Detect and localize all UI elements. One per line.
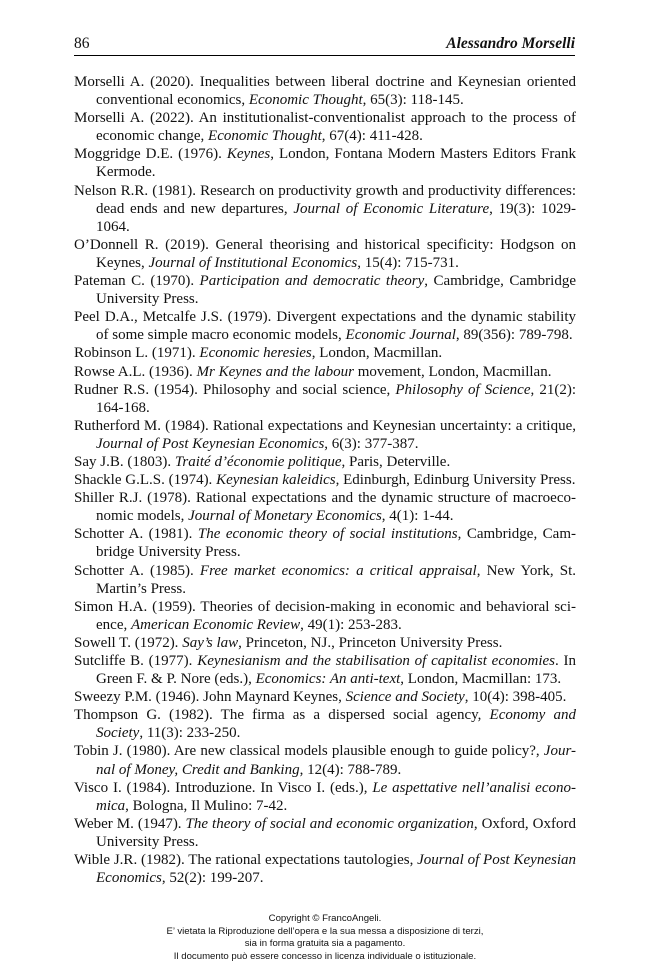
reference-title-italic: Science and Society	[345, 689, 465, 706]
reference-title-italic: Economy and Society	[96, 707, 576, 742]
reference-title-italic: The economic theory of social institutions	[197, 526, 458, 543]
reference-text: Say J.B. (1803).	[74, 453, 175, 470]
reference-title-italic: Journal of Post Keynesian Economics	[96, 852, 576, 887]
reference-text: Shackle G.L.S. (1974).	[74, 472, 217, 489]
reference-text: Visco I. (1984). Introduzione. In Visco I. (eds.),	[74, 779, 373, 796]
reference-title-italic: Jour-nal of Money, Credit and Banking	[96, 743, 576, 778]
reference-text: , 89(356): 789-798.	[455, 327, 573, 344]
reference-text: , New York, St. Martin’s Press.	[96, 562, 576, 597]
reference-text: Tobin J. (1980). Are new classical models plausible enough to guide policy?,	[74, 743, 544, 760]
reference-text: Peel D.A., Metcalfe J.S. (1979). Divergent expectations and the dynamic stability of some simple macro economic models,	[74, 309, 576, 344]
reference-text: , Edinburgh, Edinburg University Press.	[335, 472, 576, 489]
reference-title-italic: Keynesianism and the stabilisation of capitalist economies	[197, 653, 555, 669]
reference-text: Sweezy P.M. (1946). John Maynard Keynes,	[74, 689, 346, 706]
reference-entry	[74, 652, 576, 688]
reference-entry	[74, 109, 576, 145]
reference-entry	[74, 272, 576, 308]
reference-entry	[74, 236, 576, 272]
page-number: 86	[74, 35, 90, 52]
reference-text: Weber M. (1947).	[74, 815, 186, 832]
reference-title-italic: Keynesian kaleidics	[216, 472, 336, 489]
reference-text: , Cambridge, Cambridge University Press.	[96, 273, 576, 308]
reference-text: , 21(2): 164-168.	[96, 381, 576, 416]
footer-line: sia in forma gratuita sia a pagamento.	[244, 938, 406, 950]
reference-title-italic: American Economic Review	[130, 616, 301, 633]
reference-title-italic: Traité d’économie politique	[174, 453, 342, 470]
reference-text: , London, Fontana Modern Masters Editors Frank Kermode.	[96, 146, 576, 181]
reference-entry	[74, 145, 576, 181]
reference-text: , Bologna, Il Mulino: 7-42.	[125, 797, 288, 814]
reference-text: Rowse A.L. (1936).	[74, 363, 197, 380]
reference-entry	[74, 471, 576, 489]
reference-title-italic: Economic Thought	[208, 128, 322, 145]
reference-text: , 67(4): 411-428.	[321, 128, 423, 145]
reference-entry	[74, 182, 576, 236]
reference-entry	[74, 363, 576, 381]
reference-text: Sutcliffe B. (1977).	[74, 653, 198, 669]
footer-line: E’ vietata la Riproduzione dell’opera e la sua messa a disposizione di terzi,	[166, 925, 484, 937]
reference-title-italic: Say’s law	[182, 634, 239, 651]
reference-text: Rudner R.S. (1954). Philosophy and social science,	[74, 381, 396, 398]
reference-title-italic: Journal of Institutional Economics	[148, 254, 358, 271]
reference-text: , 49(1): 253-283.	[300, 616, 402, 633]
reference-text: , 4(1): 1-44.	[381, 508, 454, 525]
reference-text: Schotter A. (1985).	[74, 562, 200, 579]
reference-entry	[74, 851, 576, 887]
reference-text: , 12(4): 788-789.	[299, 761, 402, 778]
reference-text: , 10(4): 398-405.	[464, 689, 567, 706]
reference-entry	[74, 344, 576, 362]
reference-entry	[74, 73, 576, 109]
reference-title-italic: The theory of social and economic organization	[185, 815, 474, 832]
reference-text: Robinson L. (1971).	[74, 345, 200, 362]
footer-line: Il documento può essere concesso in licenza individuale o istituzionale.	[173, 950, 477, 962]
reference-entry	[74, 381, 576, 417]
reference-text: , 6(3): 377-387.	[324, 435, 419, 452]
reference-title-italic: Mr Keynes and the labour	[196, 363, 354, 380]
reference-text: Sowell T. (1972).	[74, 634, 183, 651]
reference-entry	[74, 688, 576, 706]
reference-text: Thompson G. (1982). The firma as a dispersed social agency,	[74, 707, 490, 724]
reference-text: , London, Macmillan: 173.	[400, 671, 562, 688]
reference-entry	[74, 489, 576, 525]
reference-entry	[74, 598, 576, 634]
reference-text: , 11(3): 233-250.	[139, 725, 241, 742]
reference-text: Morselli A. (2022). An institutionalist-conventionalist approach to the process of economic change,	[74, 110, 576, 145]
reference-title-italic: Philosophy of Science	[395, 381, 531, 398]
copyright-footer	[100, 913, 550, 963]
running-header-author: Alessandro Morselli	[446, 35, 575, 52]
reference-text: , Oxford, Oxford University Press.	[96, 815, 576, 850]
reference-text: , Princeton, NJ., Princeton University Press.	[238, 634, 503, 651]
reference-text: , London, Macmillan.	[311, 345, 443, 362]
reference-text: , 65(3): 118-145.	[362, 92, 464, 109]
reference-title-italic: Journal of Monetary Economics	[188, 508, 382, 525]
reference-title-italic: Journal of Economic Literature	[293, 200, 490, 217]
reference-title-italic: Economic Journal	[345, 327, 456, 344]
reference-title-italic: Free market economics: a critical appraisal	[199, 562, 477, 579]
reference-title-italic: Economics: An anti-text	[255, 671, 401, 688]
reference-entry	[74, 815, 576, 851]
reference-text: Pateman C. (1970).	[74, 273, 200, 290]
reference-entry	[74, 453, 576, 471]
footer-line: Copyright © FrancoAngeli.	[268, 913, 382, 924]
reference-list	[74, 73, 576, 887]
reference-text: movement, London, Macmillan.	[353, 363, 552, 380]
reference-title-italic: Keynes	[226, 146, 271, 163]
reference-text: Wible J.R. (1982). The rational expectations tautologies,	[74, 852, 418, 869]
reference-entry	[74, 634, 576, 652]
reference-text: Schotter A. (1981).	[74, 526, 198, 543]
reference-text: Shiller R.J. (1978). Rational expectations and the dynamic structure of macroeco-nomic models,	[74, 490, 576, 525]
reference-title-italic: Journal of Post Keynesian Economics	[96, 435, 325, 452]
reference-text: , Paris, Deterville.	[341, 453, 451, 470]
reference-entry	[74, 525, 576, 561]
reference-text: , 52(2): 199-207.	[161, 870, 264, 887]
reference-text: O’Donnell R. (2019). General theorising and historical specificity: Hodgson on Keynes,	[74, 236, 576, 271]
reference-title-italic: Participation and democratic theory	[199, 273, 425, 290]
reference-entry	[74, 417, 576, 453]
reference-entry	[74, 308, 576, 344]
reference-text: , 15(4): 715-731.	[357, 254, 459, 271]
reference-entry	[74, 779, 576, 815]
reference-entry	[74, 562, 576, 598]
reference-text: , 19(3): 1029-1064.	[96, 200, 576, 235]
reference-text: , Cambridge, Cam-bridge University Press.	[96, 526, 576, 561]
reference-title-italic: Economic heresies	[199, 345, 312, 362]
reference-text: Morselli A. (2020). Inequalities between liberal doctrine and Keynesian oriented conventional economics,	[74, 74, 576, 109]
reference-text: Nelson R.R. (1981). Research on productivity growth and productivity differences: dead ends and new departures,	[74, 182, 576, 217]
reference-text: . In Green F. & P. Nore (eds.),	[96, 653, 577, 688]
reference-title-italic: Le aspettative nell’analisi econo-mica	[96, 779, 576, 814]
reference-text: Rutherford M. (1984). Rational expectations and Keynesian uncertainty: a critique,	[74, 417, 576, 434]
reference-entry	[74, 706, 576, 742]
reference-text: Simon H.A. (1959). Theories of decision-making in economic and behavioral sci-ence,	[74, 598, 576, 633]
reference-text: Moggridge D.E. (1976).	[74, 146, 227, 163]
reference-entry	[74, 742, 576, 778]
reference-title-italic: Economic Thought	[248, 92, 363, 109]
running-header	[74, 33, 575, 56]
